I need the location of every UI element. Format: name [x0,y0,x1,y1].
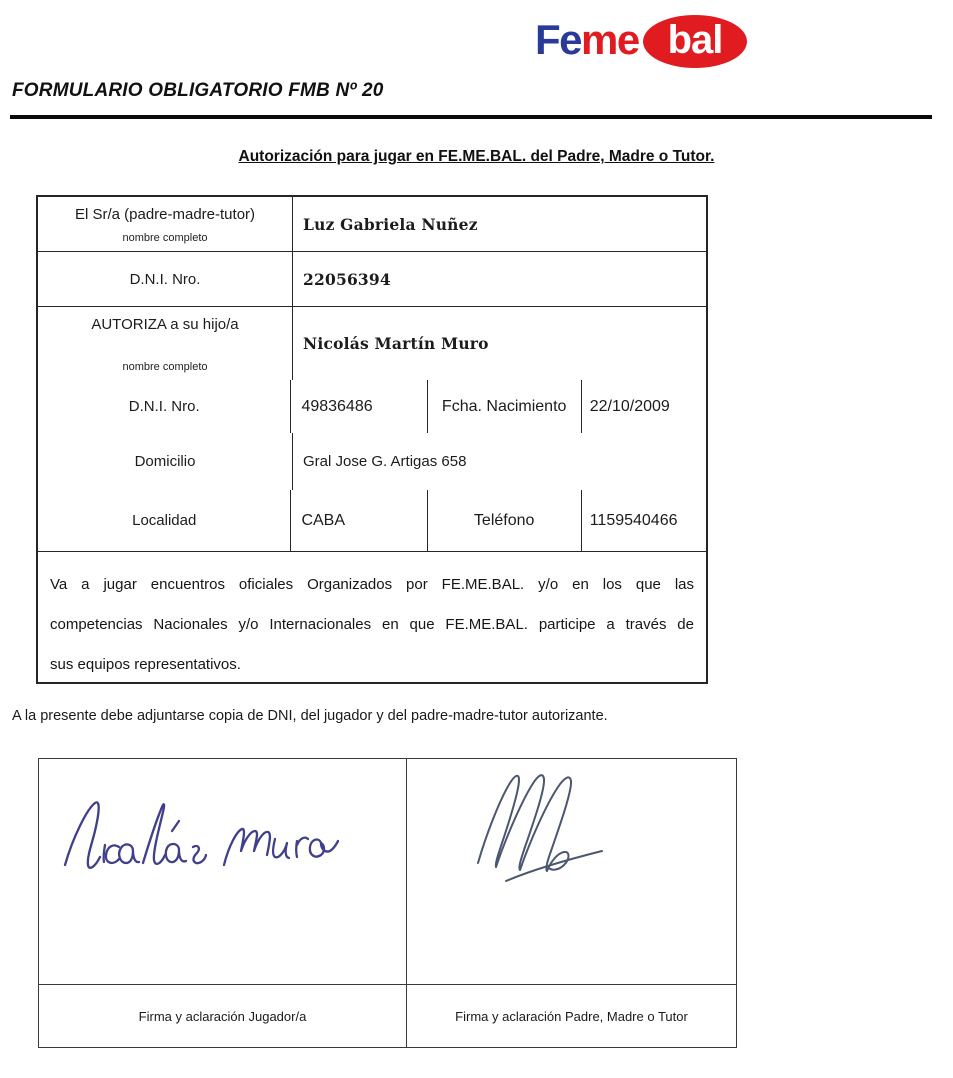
tutor-signature-label: Firma y aclaración Padre, Madre o Tutor [455,1008,688,1024]
paragraph-line: Va a jugar encuentros oficiales Organizados por FE.ME.BAL. y/o en los que las [50,576,694,593]
field-label-text: D.N.I. Nro. [128,398,200,415]
tutor-signature-ink [462,763,692,893]
field-label-text: AUTORIZA a su hijo/a [91,316,239,333]
table-row [38,380,706,433]
field-label-text: D.N.I. Nro. [129,270,201,288]
logo-me-text: me [581,16,639,63]
logo-fe-text: Fe [535,16,582,63]
field-sublabel-text: nombre completo [122,232,208,244]
tutor-signature-cell [407,759,736,984]
field-label-text: Domicilio [134,453,196,470]
form-title: FORMULARIO OBLIGATORIO FMB Nº 20 [12,80,384,101]
field-value [293,197,706,251]
address-value: Gral Jose G. Artigas 658 [303,453,467,470]
field-label [38,433,293,490]
table-row [38,197,706,252]
player-name-value: Nicolás Martín Muro [303,334,489,353]
player-dni-value: 49836486 [301,397,373,415]
city-value: CABA [301,511,346,529]
table-row [38,490,706,552]
tutor-dni-value: 22056394 [303,269,391,289]
table-row [38,307,706,380]
field-label-text: Localidad [132,512,197,529]
field-value [293,307,706,380]
field-value [293,252,706,306]
signature-labels-row [39,984,736,1047]
signature-table [38,758,737,1048]
table-row [38,433,706,490]
signature-body [39,759,736,984]
logo-bal-text: bal [667,18,723,62]
field-sublabel-text: nombre completo [122,361,208,373]
player-signature-label: Firma y aclaración Jugador/a [39,985,407,1047]
authorization-table [36,195,708,684]
logo-ball-icon [643,15,747,68]
horizontal-rule [10,115,932,119]
femebal-logo-text [535,12,639,68]
section-heading: Autorización para jugar en FE.ME.BAL. del Padre, Madre o Tutor. [238,148,715,165]
birthdate-label: Fcha. Nacimiento [427,380,581,433]
table-row [38,252,706,307]
attachment-note: A la presente debe adjuntarse copia de DNI, del jugador y del padre-madre-tutor autorizante. [12,708,608,724]
player-signature-cell [39,759,407,984]
birthdate-value: 22/10/2009 [581,380,706,433]
field-label [38,197,293,251]
paragraph-line: competencias Nacionales y/o Internacionales en que FE.ME.BAL. participe a través de [50,616,694,633]
authorization-paragraph [38,552,706,685]
paragraph-line: sus equipos representativos. [50,656,241,673]
field-label [38,252,293,306]
player-signature-ink [59,787,339,907]
tutor-name-value: Luz Gabriela Nuñez [303,214,478,234]
field-label [38,490,291,551]
field-label [38,380,291,433]
phone-label: Teléfono [427,490,581,551]
field-label [38,307,293,380]
phone-value: 1159540466 [581,490,706,551]
field-label-text: El Sr/a (padre-madre-tutor) [74,206,256,223]
